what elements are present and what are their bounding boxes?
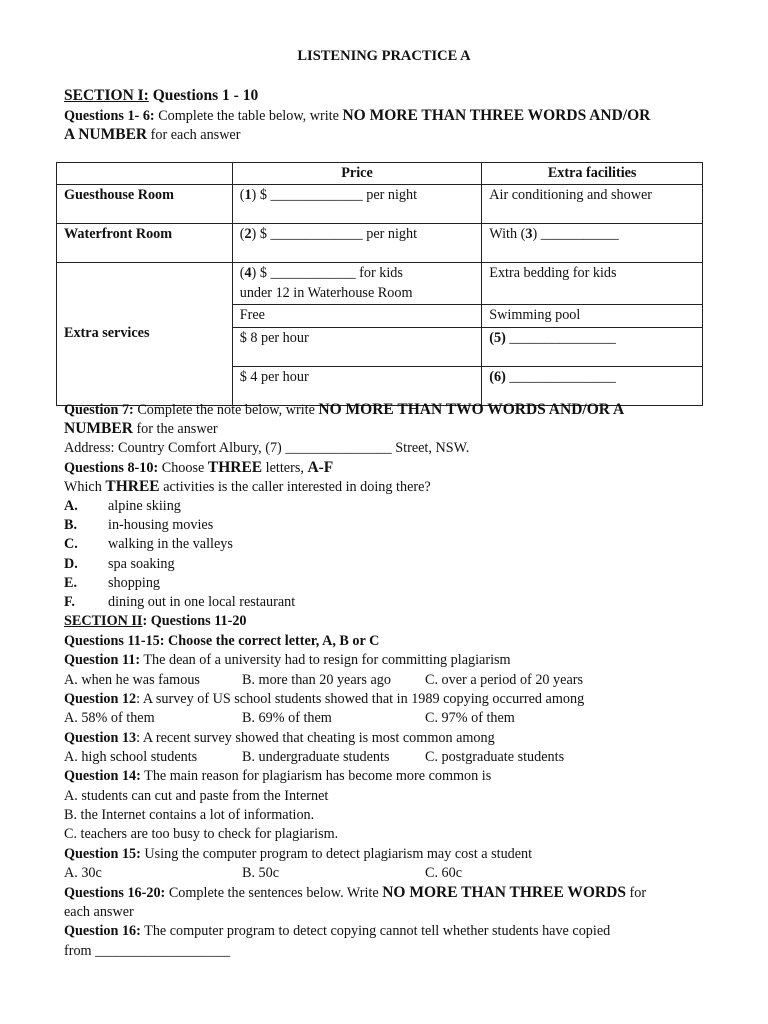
extra-facility-5[interactable]: (5) _______________ bbox=[482, 327, 703, 366]
section-2-heading: SECTION II: Questions 11-20 bbox=[64, 613, 247, 629]
option-f[interactable]: F. dining out in one local restaurant bbox=[64, 594, 296, 610]
extra-facility-pool: Swimming pool bbox=[482, 305, 703, 327]
q8-10-instruction: Questions 8-10: Choose THREE letters, A-F bbox=[64, 459, 334, 476]
table-header-empty bbox=[57, 163, 233, 185]
option-b[interactable]: B. in-housing movies bbox=[64, 517, 214, 533]
q12-options bbox=[64, 709, 515, 728]
table-header-row bbox=[57, 163, 703, 185]
table-row-guesthouse bbox=[57, 185, 703, 224]
option-e[interactable]: E. shopping bbox=[64, 575, 161, 591]
q14-option-c[interactable]: C. teachers are too busy to check for plagiarism. bbox=[64, 826, 339, 842]
q11-stem: Question 11: The dean of a university had to resign for committing plagiarism bbox=[64, 652, 511, 668]
q16-20-instruction: Questions 16-20: Complete the sentences below. Write NO MORE THAN THREE WORDS for bbox=[64, 884, 647, 901]
row-label-guesthouse: Guesthouse Room bbox=[57, 185, 233, 224]
q13-stem: Question 13: A recent survey showed that cheating is most common among bbox=[64, 730, 495, 746]
waterfront-price[interactable]: (2) $ _____________ per night bbox=[232, 224, 482, 263]
table-header-price: Price bbox=[232, 163, 482, 185]
option-a[interactable]: A. alpine skiing bbox=[64, 498, 181, 514]
q1-6-instruction: Questions 1- 6: Complete the table below, write NO MORE THAN THREE WORDS AND/OR bbox=[64, 107, 651, 124]
option-c[interactable]: C. walking in the valleys bbox=[64, 536, 233, 552]
q16-20-instruction-cont: each answer bbox=[64, 904, 134, 920]
guesthouse-price[interactable]: (1) $ _____________ per night bbox=[232, 185, 482, 224]
q16-answer-blank[interactable]: from ___________________ bbox=[64, 943, 230, 959]
extra-facility-6[interactable]: (6) _______________ bbox=[482, 366, 703, 405]
extra-price-free: Free bbox=[232, 305, 482, 327]
q12-option-c[interactable]: C. 97% of them bbox=[425, 710, 515, 726]
q12-option-b[interactable]: B. 69% of them bbox=[242, 710, 332, 726]
table-row-waterfront bbox=[57, 224, 703, 263]
q11-option-c[interactable]: C. over a period of 20 years bbox=[425, 672, 583, 688]
extra-price-kids[interactable]: (4) $ ____________ for kids under 12 in Waterhouse Room bbox=[232, 263, 482, 305]
q11-15-instruction: Questions 11-15: Choose the correct letter, A, B or C bbox=[64, 633, 380, 649]
table-row-extra-1 bbox=[57, 263, 703, 305]
q14-option-a[interactable]: A. students can cut and paste from the Internet bbox=[64, 788, 329, 804]
page-title: LISTENING PRACTICE A bbox=[297, 48, 471, 64]
guesthouse-facility: Air conditioning and shower bbox=[482, 185, 703, 224]
row-label-extra-services: Extra services bbox=[57, 263, 233, 405]
q12-option-a[interactable]: A. 58% of them bbox=[64, 710, 155, 726]
extra-price-4: $ 4 per hour bbox=[232, 366, 482, 405]
q14-stem: Question 14: The main reason for plagiarism has become more common is bbox=[64, 768, 492, 784]
waterfront-facility[interactable]: With (3) ___________ bbox=[482, 224, 703, 263]
q13-options bbox=[64, 748, 564, 767]
q8-10-question: Which THREE activities is the caller interested in doing there? bbox=[64, 478, 431, 495]
q13-option-a[interactable]: A. high school students bbox=[64, 749, 198, 765]
q15-stem: Question 15: Using the computer program to detect plagiarism may cost a student bbox=[64, 846, 533, 862]
q15-options bbox=[64, 864, 462, 883]
q13-option-b[interactable]: B. undergraduate students bbox=[242, 749, 390, 765]
extra-facility-bedding: Extra bedding for kids bbox=[482, 263, 703, 305]
row-label-waterfront: Waterfront Room bbox=[57, 224, 233, 263]
q13-option-c[interactable]: C. postgraduate students bbox=[425, 749, 565, 765]
answer-table bbox=[56, 162, 703, 406]
q1-6-instruction-cont: A NUMBER for each answer bbox=[64, 126, 241, 143]
option-d[interactable]: D. spa soaking bbox=[64, 556, 175, 572]
q15-option-b[interactable]: B. 50c bbox=[242, 865, 280, 881]
table-header-facilities: Extra facilities bbox=[482, 163, 703, 185]
q16-stem: Question 16: The computer program to detect copying cannot tell whether students have copied bbox=[64, 923, 611, 939]
q14-option-b[interactable]: B. the Internet contains a lot of information. bbox=[64, 807, 315, 823]
q11-option-b[interactable]: B. more than 20 years ago bbox=[242, 672, 391, 688]
q7-instruction: Question 7: Complete the note below, write NO MORE THAN TWO WORDS AND/OR A bbox=[64, 401, 625, 418]
q7-instruction-cont: NUMBER for the answer bbox=[64, 420, 218, 437]
extra-price-8: $ 8 per hour bbox=[232, 327, 482, 366]
q7-address[interactable]: Address: Country Comfort Albury, (7) _______________ Street, NSW. bbox=[64, 440, 470, 456]
q15-option-c[interactable]: C. 60c bbox=[425, 865, 463, 881]
q11-option-a[interactable]: A. when he was famous bbox=[64, 672, 200, 688]
q11-options bbox=[64, 671, 583, 690]
section-1-heading: SECTION I: Questions 1 - 10 bbox=[64, 87, 259, 104]
q15-option-a[interactable]: A. 30c bbox=[64, 865, 102, 881]
q12-stem: Question 12: A survey of US school students showed that in 1989 copying occurred among bbox=[64, 691, 585, 707]
